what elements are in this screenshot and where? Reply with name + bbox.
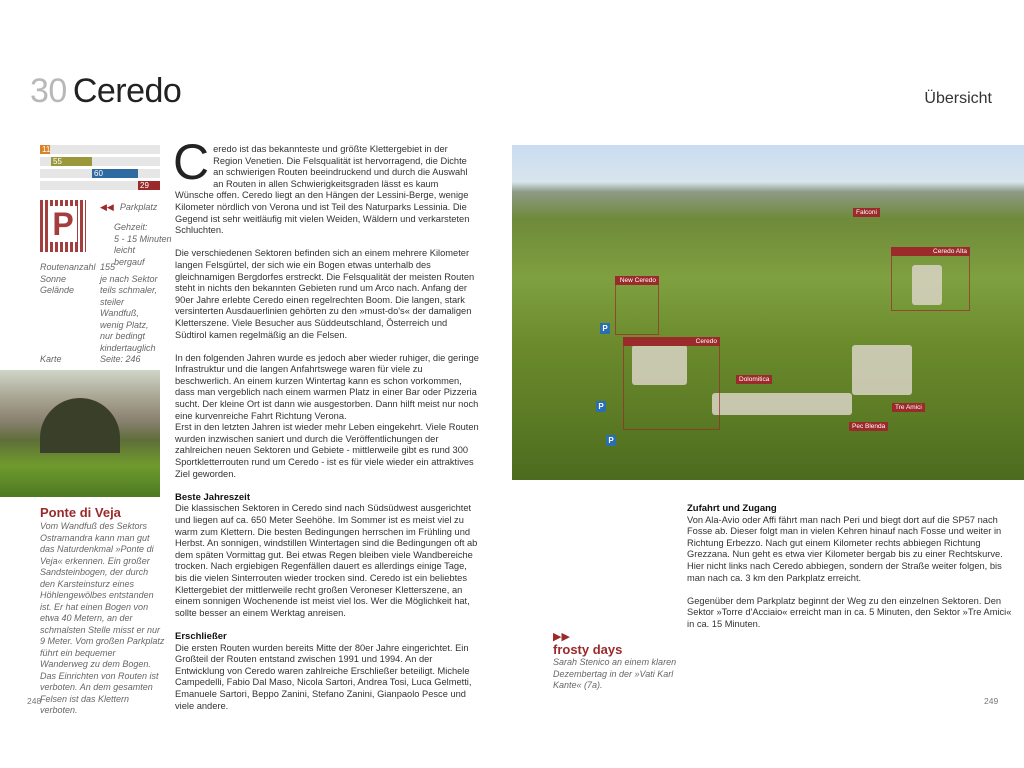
rock-face — [712, 393, 852, 415]
forward-arrow-icon: ▶▶ — [553, 631, 570, 643]
difficulty-bar — [40, 157, 160, 166]
sidebar-box — [40, 505, 165, 717]
info-key: Karte — [40, 354, 62, 364]
bar-segment: 55 — [51, 157, 92, 166]
back-arrow-icon: ◀◀ — [100, 202, 114, 212]
heading-season: Beste Jahreszeit — [175, 491, 250, 503]
bar-segment: 29 — [138, 181, 160, 190]
rock-face — [852, 345, 912, 395]
access-section — [687, 503, 1012, 631]
bar-segment: 60 — [92, 169, 138, 178]
chapter-title: Ceredo — [72, 72, 182, 110]
parking-qr-code — [40, 200, 86, 252]
parking-marker-icon: P — [596, 401, 606, 412]
paragraph: Die verschiedenen Sektoren befinden sich an einem mehrere Kilometer langen Felsgürtel, der sich wie ein Bogen etwas unterhalb des gleichnamigen Bergdorfes erstreckt. Die Felsqualität der meisten Routen steht in nichts den bekannten Gebieten rund um Arco nach. Anfang der 90er Jahre erlebte Ceredo einen regelrechten Boom. Die langen, stark versinterten Ausdauerlinien gehörten zu den »must-do's« der damaligen Kletterszene. Viele Besucher aus Süddeutschland, Österreich und Südtirol kamen regelmäßig an die Felsen. — [175, 248, 475, 340]
bar-segment: 11 — [42, 145, 51, 154]
label-ceredo-alta: Ceredo Alta — [891, 247, 970, 256]
caption-title: frosty days — [553, 642, 623, 657]
label-falconi: Falconi — [853, 208, 880, 217]
caption-text: Sarah Stenico an einem klaren Dezembertag in der »Vati Karl Kante« (7a). — [553, 657, 677, 690]
paragraph: Gegenüber dem Parkplatz beginnt der Weg zu den einzelnen Sektoren. Den Sektor »Torre d'Acciaio« erreicht man in ca. 5 Minuten, den Sektor »Tre Amici« in ca. 15 Minuten. — [687, 595, 1012, 629]
sidebar-text: Vom Wandfuß des Sektors Ostramandra kann man gut das Naturdenkmal »Ponte di Veja« erkennen. Ein großer Sandsteinbogen, der durch den Karsteinsturz eines Höhlengewölbes entstanden ist. Er hat einen Bogen von etwa 40 Metern, an der schmalsten Stelle misst er nur 9 Meter. Vom großen Parkplatz führt ein bequemer Wanderweg zu dem Bogen. Das Einrichten von Routen ist verboten. An dem gesamten Felsen ist das Klettern verboten. — [40, 521, 165, 715]
page-number-left: 248 — [27, 696, 42, 706]
paragraph: Von Ala-Avio oder Affi fährt man nach Peri und biegt dort auf die SP57 nach Fosse ab. Dieser folgt man in vielen Kehren hinauf nach Fosse und weiter in Richtung Erbezzo. Nach gut einem Kilometer rechts abbiegen Richtung Grezzana. Nun geht es etwa vier Kilometer bergab bis zu einer Rechtskurve. Hier nicht links nach Ceredo abbiegen, sondern der Straße weiter folgen, bis man nach ca. 3 km den Parkplatz erreicht. — [687, 514, 1003, 583]
sector-box — [891, 247, 970, 311]
info-value: je nach Sektor — [100, 273, 158, 284]
info-table — [40, 262, 162, 366]
walk-label: Gehzeit: — [114, 222, 148, 232]
paragraph: eredo ist das bekannteste und größte Klettergebiet in der Region Venetien. Die Felsqualität ist hervorragend, die Dichte an schwierigen Routen beeindruckend und durch die Auswahl an Routen in allen Schwierigkeitsgraden lässt es kaum Wünsche offen. Ceredo liegt an den Hängen der Lessini-Berge, wenige Kilometer nördlich von Verona und ist Teil des Naturparks Lessinia. Die Gegend ist sehr weitläufig mit vielen Weiden, Wäldern und verkarsteten Schluchten. — [175, 144, 470, 236]
label-ceredo: Ceredo — [623, 337, 720, 346]
label-tre-amici: Tre Amici — [892, 403, 925, 412]
info-key: Sonne — [40, 273, 67, 284]
chapter-number: 30 — [30, 72, 67, 110]
ponte-di-veja-photo — [0, 370, 160, 497]
info-key: Gelände — [40, 285, 75, 295]
walk-note: leicht bergauf — [114, 245, 145, 267]
paragraph: Erst in den letzten Jahren ist wieder mehr Leben eingekehrt. Viele Routen wurden inzwischen saniert und durch die Veröffentlichungen der zahlreichen neuen Sektoren und Gebiete - mittlerweile gibt es rund 300 Sportkletterrouten rund um Ceredo - ist es für viele wieder ein attraktives Ziel geworden. — [175, 422, 479, 479]
parking-text: Parkplatz — [119, 202, 158, 212]
difficulty-bar — [40, 181, 160, 190]
difficulty-bar — [40, 145, 160, 154]
difficulty-bar — [40, 169, 160, 178]
drop-cap: C — [173, 134, 210, 190]
sidebar-title: Ponte di Veja — [40, 505, 121, 520]
sector-box — [615, 280, 659, 335]
photo-caption — [553, 632, 703, 692]
info-value: Seite: 246 — [100, 354, 141, 364]
rock-arch — [40, 398, 120, 453]
page-number-right: 249 — [984, 696, 999, 706]
paragraph: In den folgenden Jahren wurde es jedoch aber wieder ruhiger, die geringe Infrastruktur und die langen Anfahrtswege waren für viele zu beschwerlich. An einem kurzen Wintertag kann es schon vorkommen, dass man vergeblich nach einem warmen Platz in einer Bar oder Pizzeria sucht. Der kleine Ort ist dann wie ausgestorben. Dann hilft meist nur noch eine kurvenreiche Fahrt Richtung Verona. — [175, 352, 479, 421]
label-pec-blenda: Pec Blenda — [849, 422, 888, 431]
info-value: teils schmaler, steiler Wandfuß, wenig Platz, nur bedingt kindertauglich — [100, 285, 158, 353]
info-value: 155 — [100, 262, 116, 272]
parking-label — [100, 202, 157, 214]
parking-marker-icon: P — [606, 435, 616, 446]
paragraph: Die klassischen Sektoren in Ceredo sind nach Südsüdwest ausgerichtet und liegen auf ca. 650 Meter Seehöhe. Im Sommer ist es meist viel zu warm zum Klettern. Die besten Bedingungen herrschen im Frühling und Herbst. An sonnigen, windstillen Wintertagen sind die Bedingungen oft ab dem späten Vormittag gut. Bei etwas Regen bleiben viele Wandbereiche trocken. Nach ergiebigen Regenfällen dauert es allerdings einige Tage, bis die vielen Sinterrouten wieder trocken sind. Ceredo ist ein beliebtes Klettergebiet der mittlerweile recht großen Veroneser Kletterszene, an einem sonnigen Wochenende ist meist viel los. Wer die Möglichkeit hat, sollte besser an einem Werktag anreisen. — [175, 503, 478, 618]
parking-icon: P — [49, 206, 77, 242]
aerial-photo — [512, 145, 1024, 480]
access-heading: Zufahrt und Zugang — [687, 503, 777, 514]
page-title — [30, 72, 181, 111]
section-title: Übersicht — [924, 90, 992, 107]
walk-time-value: 5 - 15 Minuten — [114, 233, 172, 244]
label-new-ceredo: New Ceredo — [615, 276, 659, 285]
heading-developers: Erschließer — [175, 630, 227, 642]
sector-box — [623, 340, 720, 430]
label-dolomitica: Dolomitica — [736, 375, 772, 384]
info-key: Routenanzahl — [40, 262, 96, 272]
parking-marker-icon: P — [600, 323, 610, 334]
main-text — [173, 134, 479, 724]
paragraph: Die ersten Routen wurden bereits Mitte der 80er Jahre eingerichtet. Ein Großteil der Routen entstand zwischen 1991 und 1994. An der Entwicklung von Ceredo waren zahlreiche Erschließer beteiligt. Michele Campedelli, Fabio Dal Maso, Nicola Sartori, Andrea Tosi, Luca Gelmetti, Emanuele Sartori, Beppo Zanini, Stefano Zanini, Gianpaolo Pesce und viele andere. — [175, 642, 472, 711]
